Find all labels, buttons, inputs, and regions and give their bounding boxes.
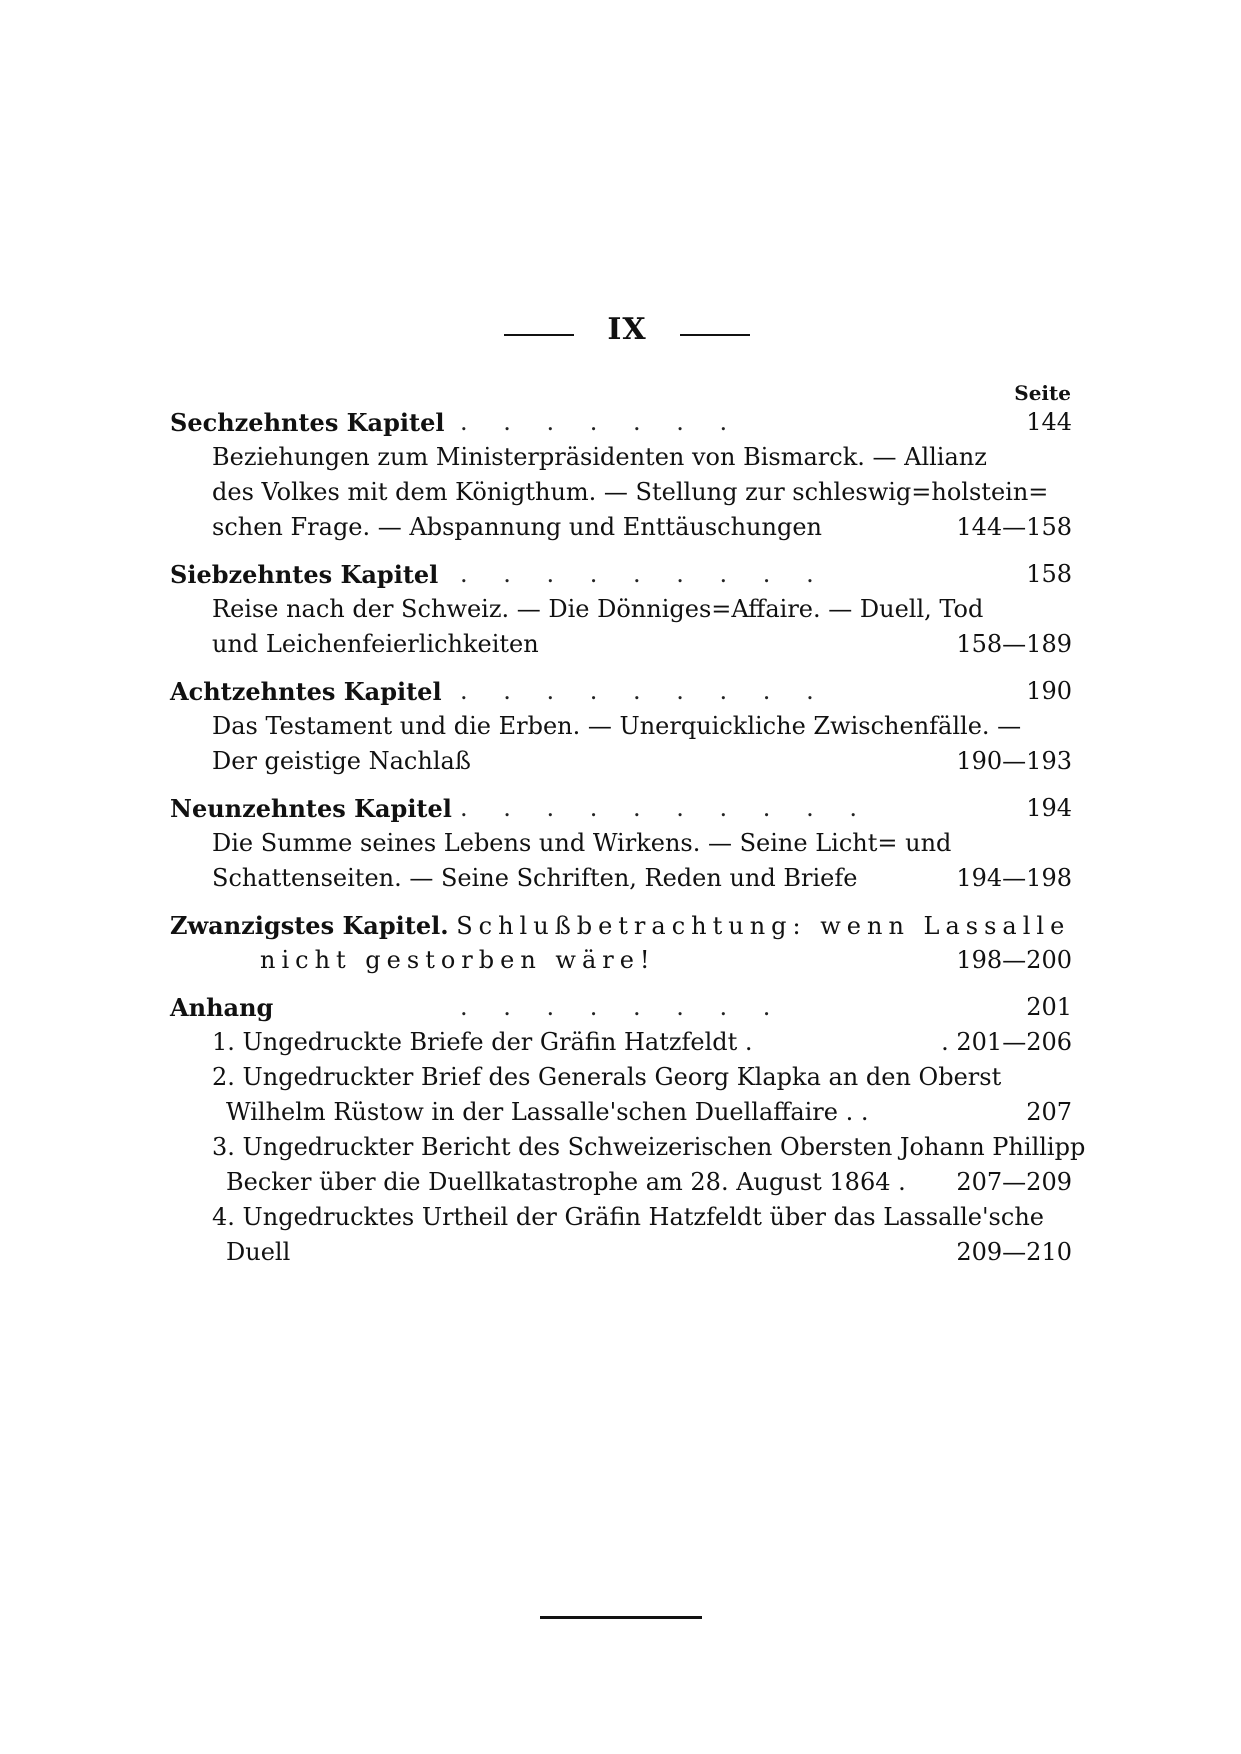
chapter-title: Sechzehntes Kapitel <box>170 408 445 437</box>
appendix-item-pages: 207—209 <box>956 1168 1072 1196</box>
chapter-desc-pages: 190—193 <box>956 747 1072 775</box>
chapter-page: 194 <box>1026 794 1072 822</box>
footer-rule <box>540 1616 702 1619</box>
appendix-item: 2. Ungedruckter Brief des Generals Georg Klapka an den Oberst <box>212 1063 1002 1091</box>
page-number: IX <box>607 312 647 347</box>
table-of-contents <box>170 405 1086 1270</box>
chapter-title-row <box>170 405 1072 440</box>
chapter-desc-line: und Leichenfeierlichkeiten 158—189 <box>170 627 1072 662</box>
appendix-item-pages: 207 <box>1026 1098 1072 1126</box>
chapter-desc-pages: 198—200 <box>956 946 1072 974</box>
header-rule-right <box>680 334 750 336</box>
appendix-item-cont: Wilhelm Rüstow in der Lassalle'schen Duellaffaire . . 207 <box>170 1095 1072 1130</box>
chapter-desc-line: schen Frage. — Abspannung und Enttäuschungen 144—158 <box>170 510 1072 545</box>
chapter-desc-line: Das Testament und die Erben. — Unerquickliche Zwischenfälle. — <box>212 712 1022 740</box>
chapter-desc-line: des Volkes mit dem Königthum. — Stellung zur schleswig=holstein= <box>212 478 1049 506</box>
chapter-page: 144 <box>1026 408 1072 436</box>
appendix-title: Anhang <box>170 993 274 1022</box>
leader-dots: . . . . . . . . . <box>460 677 828 705</box>
chapter-desc-line: Beziehungen zum Ministerpräsidenten von Bismarck. — Allianz <box>212 443 987 471</box>
appendix-item-cont: Duell 209—210 <box>170 1235 1072 1270</box>
chapter-title: Neunzehntes Kapitel <box>170 794 452 823</box>
chapter-title: Zwanzigstes Kapitel. <box>170 911 449 940</box>
appendix-item-pages: . 201—206 <box>941 1028 1072 1056</box>
appendix-item: 1. Ungedruckte Briefe der Gräfin Hatzfeldt . . 201—206 <box>170 1025 1072 1060</box>
chapter-page: 158 <box>1026 560 1072 588</box>
chapter-desc-pages: 144—158 <box>956 513 1072 541</box>
chapter-desc-line: Die Summe seines Lebens und Wirkens. — Seine Licht= und <box>212 829 952 857</box>
chapter-subtitle: Schlußbetrachtung: wenn Lassalle <box>456 912 1071 940</box>
chapter-desc-line: Reise nach der Schweiz. — Die Dönniges=Affaire. — Duell, Tod <box>212 595 984 623</box>
header-rule-left <box>504 334 574 336</box>
appendix-item-cont: Becker über die Duellkatastrophe am 28. August 1864 . 207—209 <box>170 1165 1072 1200</box>
chapter-desc-pages: 194—198 <box>956 864 1072 892</box>
appendix-item: 4. Ungedrucktes Urtheil der Gräfin Hatzfeldt über das Lassalle'sche <box>212 1203 1044 1231</box>
chapter-title-row <box>170 908 1072 943</box>
chapter-title: Siebzehntes Kapitel <box>170 560 439 589</box>
appendix-page: 201 <box>1026 993 1072 1021</box>
chapter-title: Achtzehntes Kapitel <box>170 677 442 706</box>
leader-dots: . . . . . . . . . . <box>460 794 871 822</box>
chapter-title-row <box>170 557 1072 592</box>
chapter-title-row <box>170 791 1072 826</box>
appendix-item-pages: 209—210 <box>956 1238 1072 1266</box>
page-header <box>0 312 1241 352</box>
chapter-desc-line: Schattenseiten. — Seine Schriften, Reden und Briefe 194—198 <box>170 861 1072 896</box>
appendix-title-row <box>170 990 1072 1025</box>
leader-dots: . . . . . . . <box>460 408 742 436</box>
page-column-label: Seite <box>1014 381 1071 405</box>
leader-dots: . . . . . . . . <box>460 993 785 1021</box>
chapter-desc-line: Der geistige Nachlaß 190—193 <box>170 744 1072 779</box>
chapter-page: 190 <box>1026 677 1072 705</box>
chapter-desc-pages: 158—189 <box>956 630 1072 658</box>
appendix-item: 3. Ungedruckter Bericht des Schweizerischen Obersten Johann Phillipp <box>212 1133 1086 1161</box>
chapter-title-row <box>170 674 1072 709</box>
chapter-desc-line: nicht gestorben wäre! 198—200 <box>170 943 1072 978</box>
leader-dots: . . . . . . . . . <box>460 560 828 588</box>
